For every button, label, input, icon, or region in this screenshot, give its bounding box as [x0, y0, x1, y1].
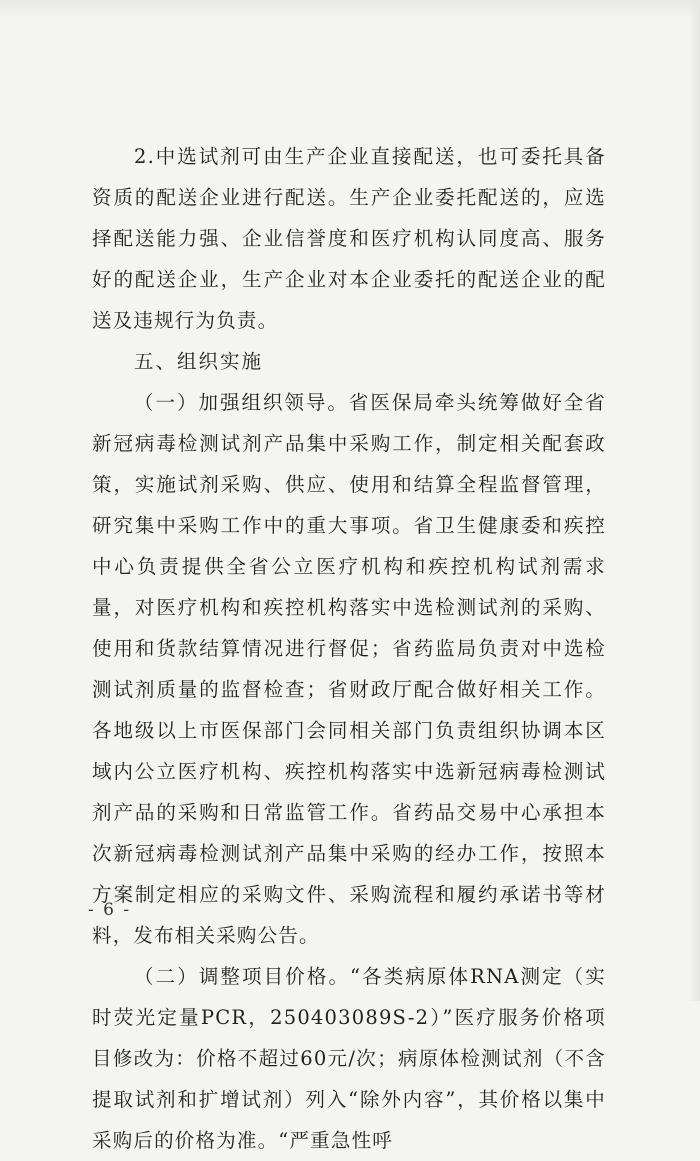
- section-heading-organization: 五、组织实施: [134, 350, 264, 373]
- paragraph-leadership: （一）加强组织领导。省医保局牵头统筹做好全省新冠病毒检测试剂产品集中采购工作，制定相关配套政策，实施试剂采购、供应、使用和结算全程监督管理，研究集中采购工作中的重大事项。省卫生健康委和疾控中心负责提供全省公立医疗机构和疾控机构试剂需求量，对医疗机构和疾控机构落实中选检测试剂的采购、使用和货款结算情况进行督促；省药监局负责对中选检测试剂质量的监督检查；省财政厅配合做好相关工作。各地级以上市医保部门会同相关部门负责组织协调本区域内公立医疗机构、疾控机构落实中选新冠病毒检测试剂产品的采购和日常监管工作。省药品交易中心承担本次新冠病毒检测试剂产品集中采购的经办工作，按照本方案制定相应的采购文件、采购流程和履约承诺书等材料，发布相关采购公告。: [92, 391, 606, 947]
- scan-shadow-right: [688, 0, 700, 1001]
- scan-shadow-top: [0, 0, 700, 18]
- paragraph-delivery: 2.中选试剂可由生产企业直接配送，也可委托具备资质的配送企业进行配送。生产企业委托配送的，应选择配送能力强、企业信誉度和医疗机构认同度高、服务好的配送企业，生产企业对本企业委托的配送企业的配送及违规行为负责。: [92, 145, 606, 332]
- paragraph-price-adjustment: （二）调整项目价格。“各类病原体RNA测定（实时荧光定量PCR，250403089S-2）”医疗服务价格项目修改为：价格不超过60元/次；病原体检测试剂（不含提取试剂和扩增试剂）列入“除外内容”，其价格以集中采购后的价格为准。“严重急性呼: [92, 965, 606, 1152]
- document-body: [92, 136, 606, 1161]
- page-number: - 6 -: [88, 900, 132, 920]
